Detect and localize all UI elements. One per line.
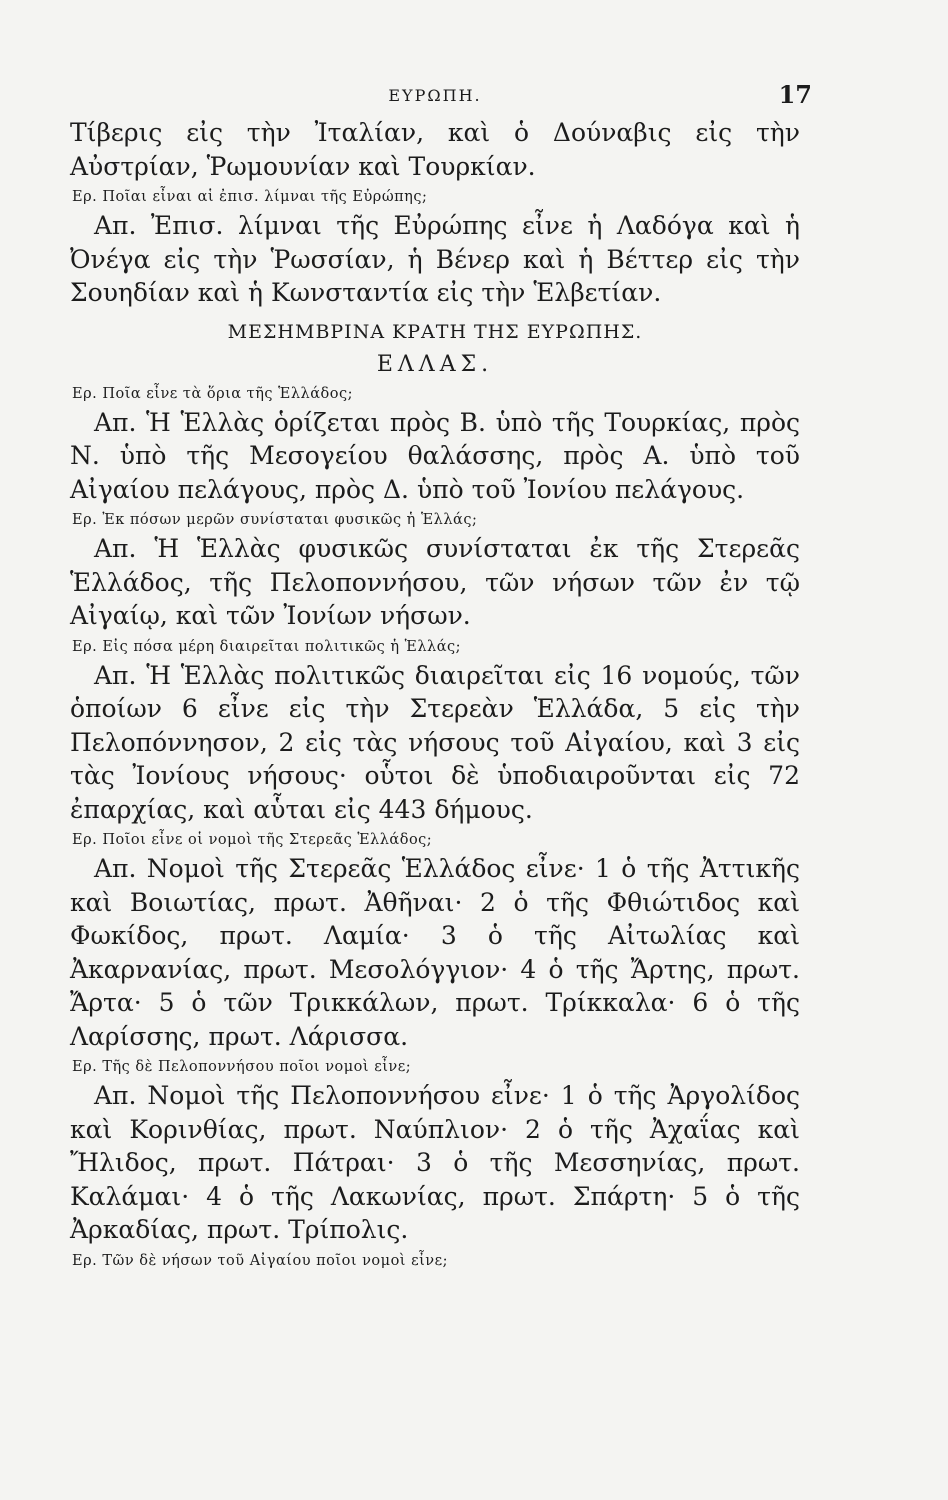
answer-lakes: Απ. Ἐπισ. λίμναι τῆς Εὐρώπης εἶνε ἡ Λαδόγα καὶ ἡ Ὀνέγα εἰς τὴν Ῥωσσίαν, ἡ Βένερ καὶ ἡ Βέττερ εἰς τὴν Σουηδίαν καὶ ἡ Κωνσταντία εἰς τὴν Ἑλβετίαν. [70, 211, 800, 307]
page-number: 17 [778, 80, 812, 109]
question-lakes: Ερ. Ποῖαι εἶναι αἱ ἐπισ. λίμναι τῆς Εὐρώπης; [72, 189, 428, 205]
book-page [70, 80, 812, 1273]
question-political-parts: Ερ. Εἰς πόσα μέρη διαιρεῖται πολιτικῶς ἡ Ἑλλάς; [72, 638, 461, 655]
question-aegean-prefectures: Ερ. Τῶν δὲ νήσων τοῦ Αἰγαίου ποῖοι νομοὶ εἶνε; [72, 1252, 449, 1269]
question-sterea-prefectures: Ερ. Ποῖοι εἶνε οἱ νομοὶ τῆς Στερεᾶς Ἑλλάδος; [72, 832, 433, 848]
answer-political-parts: Απ. Ἡ Ἑλλὰς πολιτικῶς διαιρεῖται εἰς 16 νομούς, τῶν ὁποίων 6 εἶνε εἰς τὴν Στερεὰν Ἑλλάδα, 5 εἰς τὴν Πελοπόννησον, 2 εἰς τὰς νήσους τοῦ Αἰγαίου, καὶ 3 εἰς τὰς Ἰονίους νήσους· οὗτοι δὲ ὑποδιαιροῦνται εἰς 72 ἐπαρχίας, καὶ αὗται εἰς 443 δήμους. [70, 660, 800, 824]
subsection-title: ΕΛΛΑΣ. [376, 351, 494, 377]
question-borders: Ερ. Ποῖα εἶνε τὰ ὅρια τῆς Ἑλλάδος; [72, 385, 353, 402]
paragraph-continuation: Τίβερις εἰς τὴν Ἰταλίαν, καὶ ὁ Δούναβις εἰς τὴν Αὐστρίαν, Ῥωμουνίαν καὶ Τουρκίαν. [70, 118, 800, 181]
answer-physical-parts: Απ. Ἡ Ἑλλὰς φυσικῶς συνίσταται ἐκ τῆς Στερεᾶς Ἑλλάδος, τῆς Πελοποννήσου, τῶν νήσων τῶν ἐν τῷ Αἰγαίῳ, καὶ τῶν Ἰονίων νήσων. [70, 534, 800, 630]
question-peloponnese-prefectures: Ερ. Τῆς δὲ Πελοποννήσου ποῖοι νομοὶ εἶνε; [72, 1059, 412, 1075]
answer-borders: Απ. Ἡ Ἑλλὰς ὁρίζεται πρὸς Β. ὑπὸ τῆς Τουρκίας, πρὸς Ν. ὑπὸ τῆς Μεσογείου θαλάσσης, πρὸς Α. ὑπὸ τοῦ Αἰγαίου πελάγους, πρὸς Δ. ὑπὸ τοῦ Ἰονίου πελάγους. [70, 407, 800, 504]
running-head: ΕΥΡΩΠΗ. [388, 86, 482, 105]
answer-sterea-prefectures: Απ. Νομοὶ τῆς Στερεᾶς Ἑλλάδος εἶνε· 1 ὁ τῆς Ἀττικῆς καὶ Βοιωτίας, πρωτ. Ἀθῆναι· 2 ὁ τῆς Φθιώτιδος καὶ Φωκίδος, πρωτ. Λαμία· 3 ὁ τῆς Αἰτωλίας καὶ Ἀκαρνανίας, πρωτ. Μεσολόγγιον· 4 ὁ τῆς Ἄρτης, πρωτ. Ἄρτα· 5 ὁ τῶν Τρικκάλων, πρωτ. Τρίκκαλα· 6 ὁ τῆς Λαρίσσης, πρωτ. Λάρισσα. [70, 854, 800, 1051]
page-header [70, 80, 812, 116]
question-physical-parts: Ερ. Ἐκ πόσων μερῶν συνίσταται φυσικῶς ἡ Ἑλλάς; [72, 512, 478, 528]
section-title: ΜΕΣΗΜΒΡΙΝΑ ΚΡΑΤΗ ΤΗΣ ΕΥΡΩΠΗΣ. [227, 320, 643, 343]
answer-peloponnese-prefectures: Απ. Νομοὶ τῆς Πελοποννήσου εἶνε· 1 ὁ τῆς Ἀργολίδος καὶ Κορινθίας, πρωτ. Ναύπλιον· 2 ὁ τῆς Ἀχαΐας καὶ Ἤλιδος, πρωτ. Πάτραι· 3 ὁ τῆς Μεσσηνίας, πρωτ. Καλάμαι· 4 ὁ τῆς Λακωνίας, πρωτ. Σπάρτη· 5 ὁ τῆς Ἀρκαδίας, πρωτ. Τρίπολις. [70, 1081, 800, 1244]
